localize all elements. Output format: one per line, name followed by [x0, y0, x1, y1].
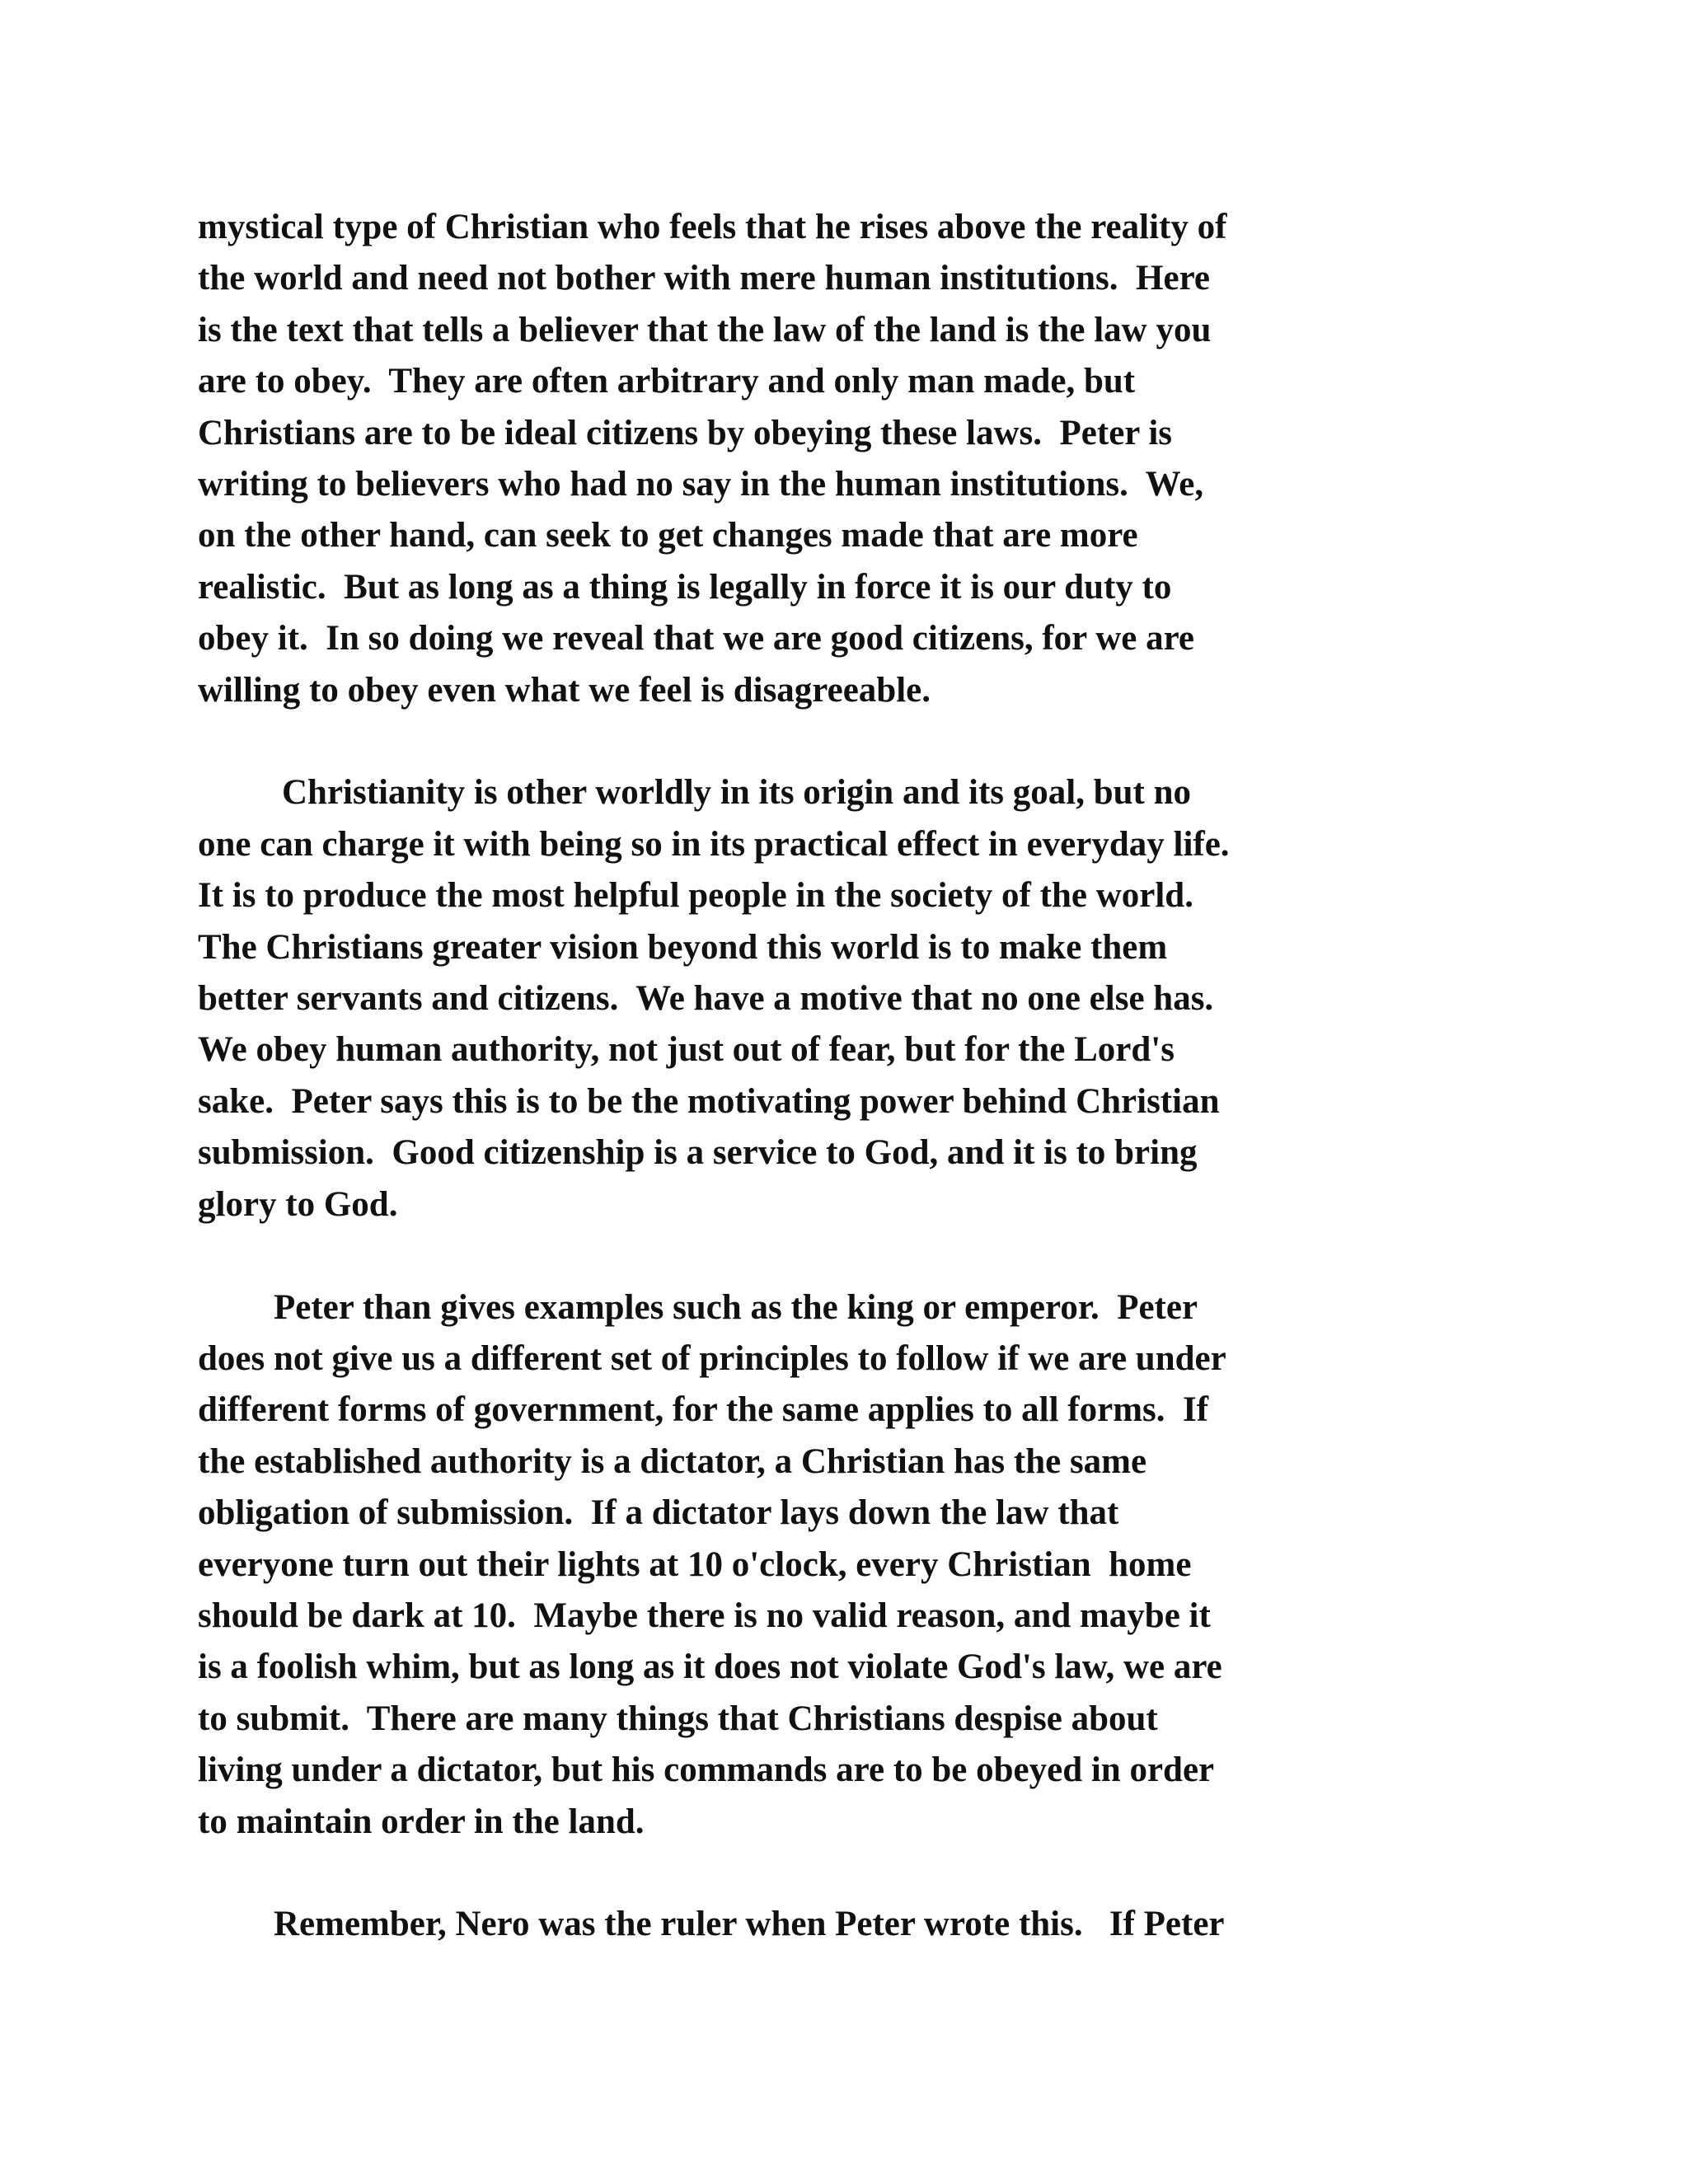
text-line: Christianity is other worldly in its origin and its goal, but no	[282, 773, 1192, 813]
text-line: is a foolish whim, but as long as it does not violate God's law, we are	[198, 1647, 1222, 1687]
text-line: It is to produce the most helpful people in the society of the world.	[198, 876, 1193, 916]
text-line: realistic. But as long as a thing is legally in force it is our duty to	[198, 567, 1172, 607]
text-line: sake. Peter says this is to be the motivating power behind Christian	[198, 1081, 1220, 1121]
text-line: should be dark at 10. Maybe there is no valid reason, and maybe it	[198, 1596, 1211, 1635]
paragraph-1	[198, 202, 1500, 716]
text-line: Christians are to be ideal citizens by obeying these laws. Peter is	[198, 413, 1173, 452]
text-line: The Christians greater vision beyond this world is to make them	[198, 927, 1168, 967]
text-line: to maintain order in the land.	[198, 1802, 645, 1841]
text-line: Remember, Nero was the ruler when Peter wrote this. If Peter	[274, 1905, 1225, 1944]
text-line: better servants and citizens. We have a motive that no one else has.	[198, 979, 1214, 1019]
text-line: willing to obey even what we feel is disagreeable.	[198, 670, 931, 710]
text-line: is the text that tells a believer that the law of the land is the law you	[198, 310, 1212, 349]
paragraph-3	[198, 1282, 1500, 1848]
text-line: obey it. In so doing we reveal that we are good citizens, for we are	[198, 619, 1195, 658]
text-line: on the other hand, can seek to get changes made that are more	[198, 516, 1138, 555]
text-line: submission. Good citizenship is a service to God, and it is to bring	[198, 1133, 1198, 1173]
text-line: mystical type of Christian who feels that he rises above the reality of	[198, 208, 1227, 246]
text-line: living under a dictator, but his commands are to be obeyed in order	[198, 1750, 1215, 1790]
text-line: to submit. There are many things that Christians despise about	[198, 1699, 1158, 1738]
document-page	[198, 202, 1500, 1951]
paragraph-spacer	[198, 1848, 1500, 1899]
text-line: different forms of government, for the same applies to all forms. If	[198, 1390, 1209, 1430]
text-line: the established authority is a dictator, a Christian has the same	[198, 1441, 1147, 1481]
text-line: Peter than gives examples such as the king or emperor. Peter	[274, 1287, 1198, 1327]
text-line: everyone turn out their lights at 10 o'clock, every Christian home	[198, 1544, 1192, 1584]
text-line: glory to God.	[198, 1184, 398, 1224]
text-line: one can charge it with being so in its practical effect in everyday life.	[198, 824, 1230, 864]
paragraph-2	[198, 767, 1500, 1230]
paragraph-spacer	[198, 1230, 1500, 1282]
paragraph-spacer	[198, 716, 1500, 767]
text-line: writing to believers who had no say in the human institutions. We,	[198, 465, 1204, 504]
text-line: does not give us a different set of principles to follow if we are under	[198, 1338, 1226, 1378]
text-line: obligation of submission. If a dictator lays down the law that	[198, 1493, 1119, 1533]
text-line: the world and need not bother with mere human institutions. Here	[198, 259, 1210, 298]
text-line: We obey human authority, not just out of fear, but for the Lord's	[198, 1030, 1175, 1070]
paragraph-4	[198, 1899, 1500, 1950]
text-line: are to obey. They are often arbitrary and only man made, but	[198, 362, 1136, 401]
